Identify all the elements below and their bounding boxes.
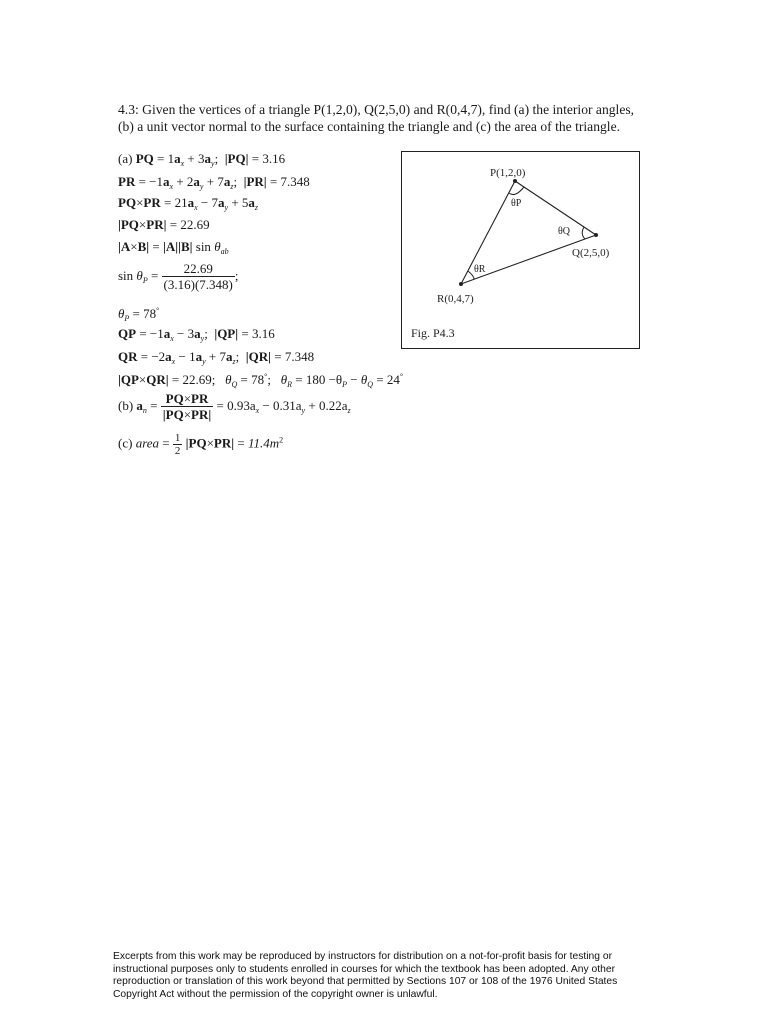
problem-line-2: (b) a unit vector normal to the surface containing the triangle and (c) the area of the triangle. — [118, 119, 620, 134]
solution-line-qr: QR = $-2a_x - 1a_y + 7a_z$; |QR| = 7.348 — [118, 349, 315, 366]
unit-normal-z: 0.22a — [318, 397, 348, 413]
angle-label-r: θR — [474, 264, 486, 275]
vertex-q — [594, 233, 598, 237]
edge-pq — [515, 181, 596, 235]
theta-r-expression: 180 −θ — [305, 372, 343, 387]
figure-caption: Fig. P4.3 — [411, 326, 455, 340]
solution-line-qp: QP = $-1a_x - 3a_y$; |QP| = 3.16 — [118, 326, 275, 343]
part-c-label: (c) — [118, 435, 133, 451]
qp-magnitude: 3.16 — [251, 326, 275, 341]
area-word: area — [135, 435, 160, 451]
problem-statement — [118, 101, 658, 135]
part-a-label: (a) — [118, 151, 133, 166]
vertex-p — [513, 179, 517, 183]
half-fraction: $\frac{1}{2}$ — [174, 432, 181, 457]
solution-line-theta-p: $\theta_P = 78^\circ$ — [118, 306, 160, 323]
solution-line-sin: $\sin \theta_P$ = $\frac{22.69}{(3.16)(7.348)}$ ; — [118, 261, 239, 292]
theta-r-value: 24 — [386, 372, 400, 387]
pr-magnitude: 7.348 — [280, 174, 310, 189]
unit-normal-fraction: $\frac{PQ\times PR}{|PQ\times PR|}$ — [162, 391, 212, 422]
label-r: R(0,4,7) — [437, 293, 474, 305]
angle-label-q: θQ — [558, 226, 571, 237]
vertex-r — [459, 282, 463, 286]
qr-magnitude: 7.348 — [284, 349, 315, 364]
area-value: 11.4m — [247, 435, 280, 451]
pq-magnitude: 3.16 — [262, 151, 286, 166]
solution-line-identity: |A×B| = |A||B| $\sin \theta_{ab}$ — [118, 239, 229, 256]
solution-line-unit-normal: (b) $a_n$ = $\frac{PQ\times PR}{|PQ\times PR|}$ = $0.93a_x - 0.31a_y + 0.22a_z$ — [118, 391, 351, 422]
solution-line-area: (c) area = $\frac{1}{2}$ $|PQ\times PR| = 11.4m^2$ — [118, 432, 284, 457]
sin-fraction — [162, 262, 235, 292]
copyright-footer: Excerpts from this work may be reproduced by instructors for distribution on a not-for-profit basis for testing or instructional purposes only to students enrolled in courses for which the textbook has been adopted. Any other reproduction or translation of this work beyond that permitted by Sections 107 or 108 of the 1976 United States Copyright Act without the permission of the copyright owner is unlawful. — [113, 951, 618, 1000]
angle-label-p: θP — [511, 198, 522, 209]
solution-line-angles: |QP×QR| = 22.69; $\theta_Q = 78^\circ$; $\theta_R = 180 -\theta_P - \theta_Q = 24^\circ$ — [118, 372, 404, 389]
edge-rp — [461, 181, 515, 284]
solution-line-cross-mag: |PQ×PR| = 22.69 — [118, 217, 210, 232]
figure-box — [401, 151, 640, 349]
part-b-label: (b) — [118, 397, 134, 413]
cross-magnitude: 22.69 — [180, 217, 210, 232]
theta-p-value: 78 — [143, 306, 157, 321]
solution-line-cross: $PQ\times PR = 21a_x - 7a_y + 5a_z$ — [118, 195, 259, 212]
unit-normal-x: 0.93a — [227, 397, 256, 413]
edge-qr — [461, 235, 596, 284]
label-q: Q(2,5,0) — [572, 247, 610, 259]
theta-q-value: 78 — [251, 372, 265, 387]
solution-line-pq: (a) PQ = $1a_x + 3a_y$; |PQ| = 3.16 — [118, 151, 286, 168]
triangle-diagram — [402, 152, 639, 348]
label-p: P(1,2,0) — [490, 167, 526, 179]
problem-line-1: 4.3: Given the vertices of a triangle P(1,2,0), Q(2,5,0) and R(0,4,7), find (a) the interior angles, — [118, 102, 635, 117]
qp-cross-magnitude: 22.69 — [182, 372, 212, 387]
sin-numerator: 22.69 — [162, 262, 235, 277]
unit-normal-y: 0.31a — [273, 397, 302, 413]
area-exponent: 2 — [279, 435, 284, 445]
sin-denominator: (3.16)(7.348) — [163, 277, 233, 292]
solution-line-pr: PR = $-1a_x + 2a_y + 7a_z$; |PR| = 7.348 — [118, 174, 310, 191]
angle-arc-q — [582, 227, 585, 239]
